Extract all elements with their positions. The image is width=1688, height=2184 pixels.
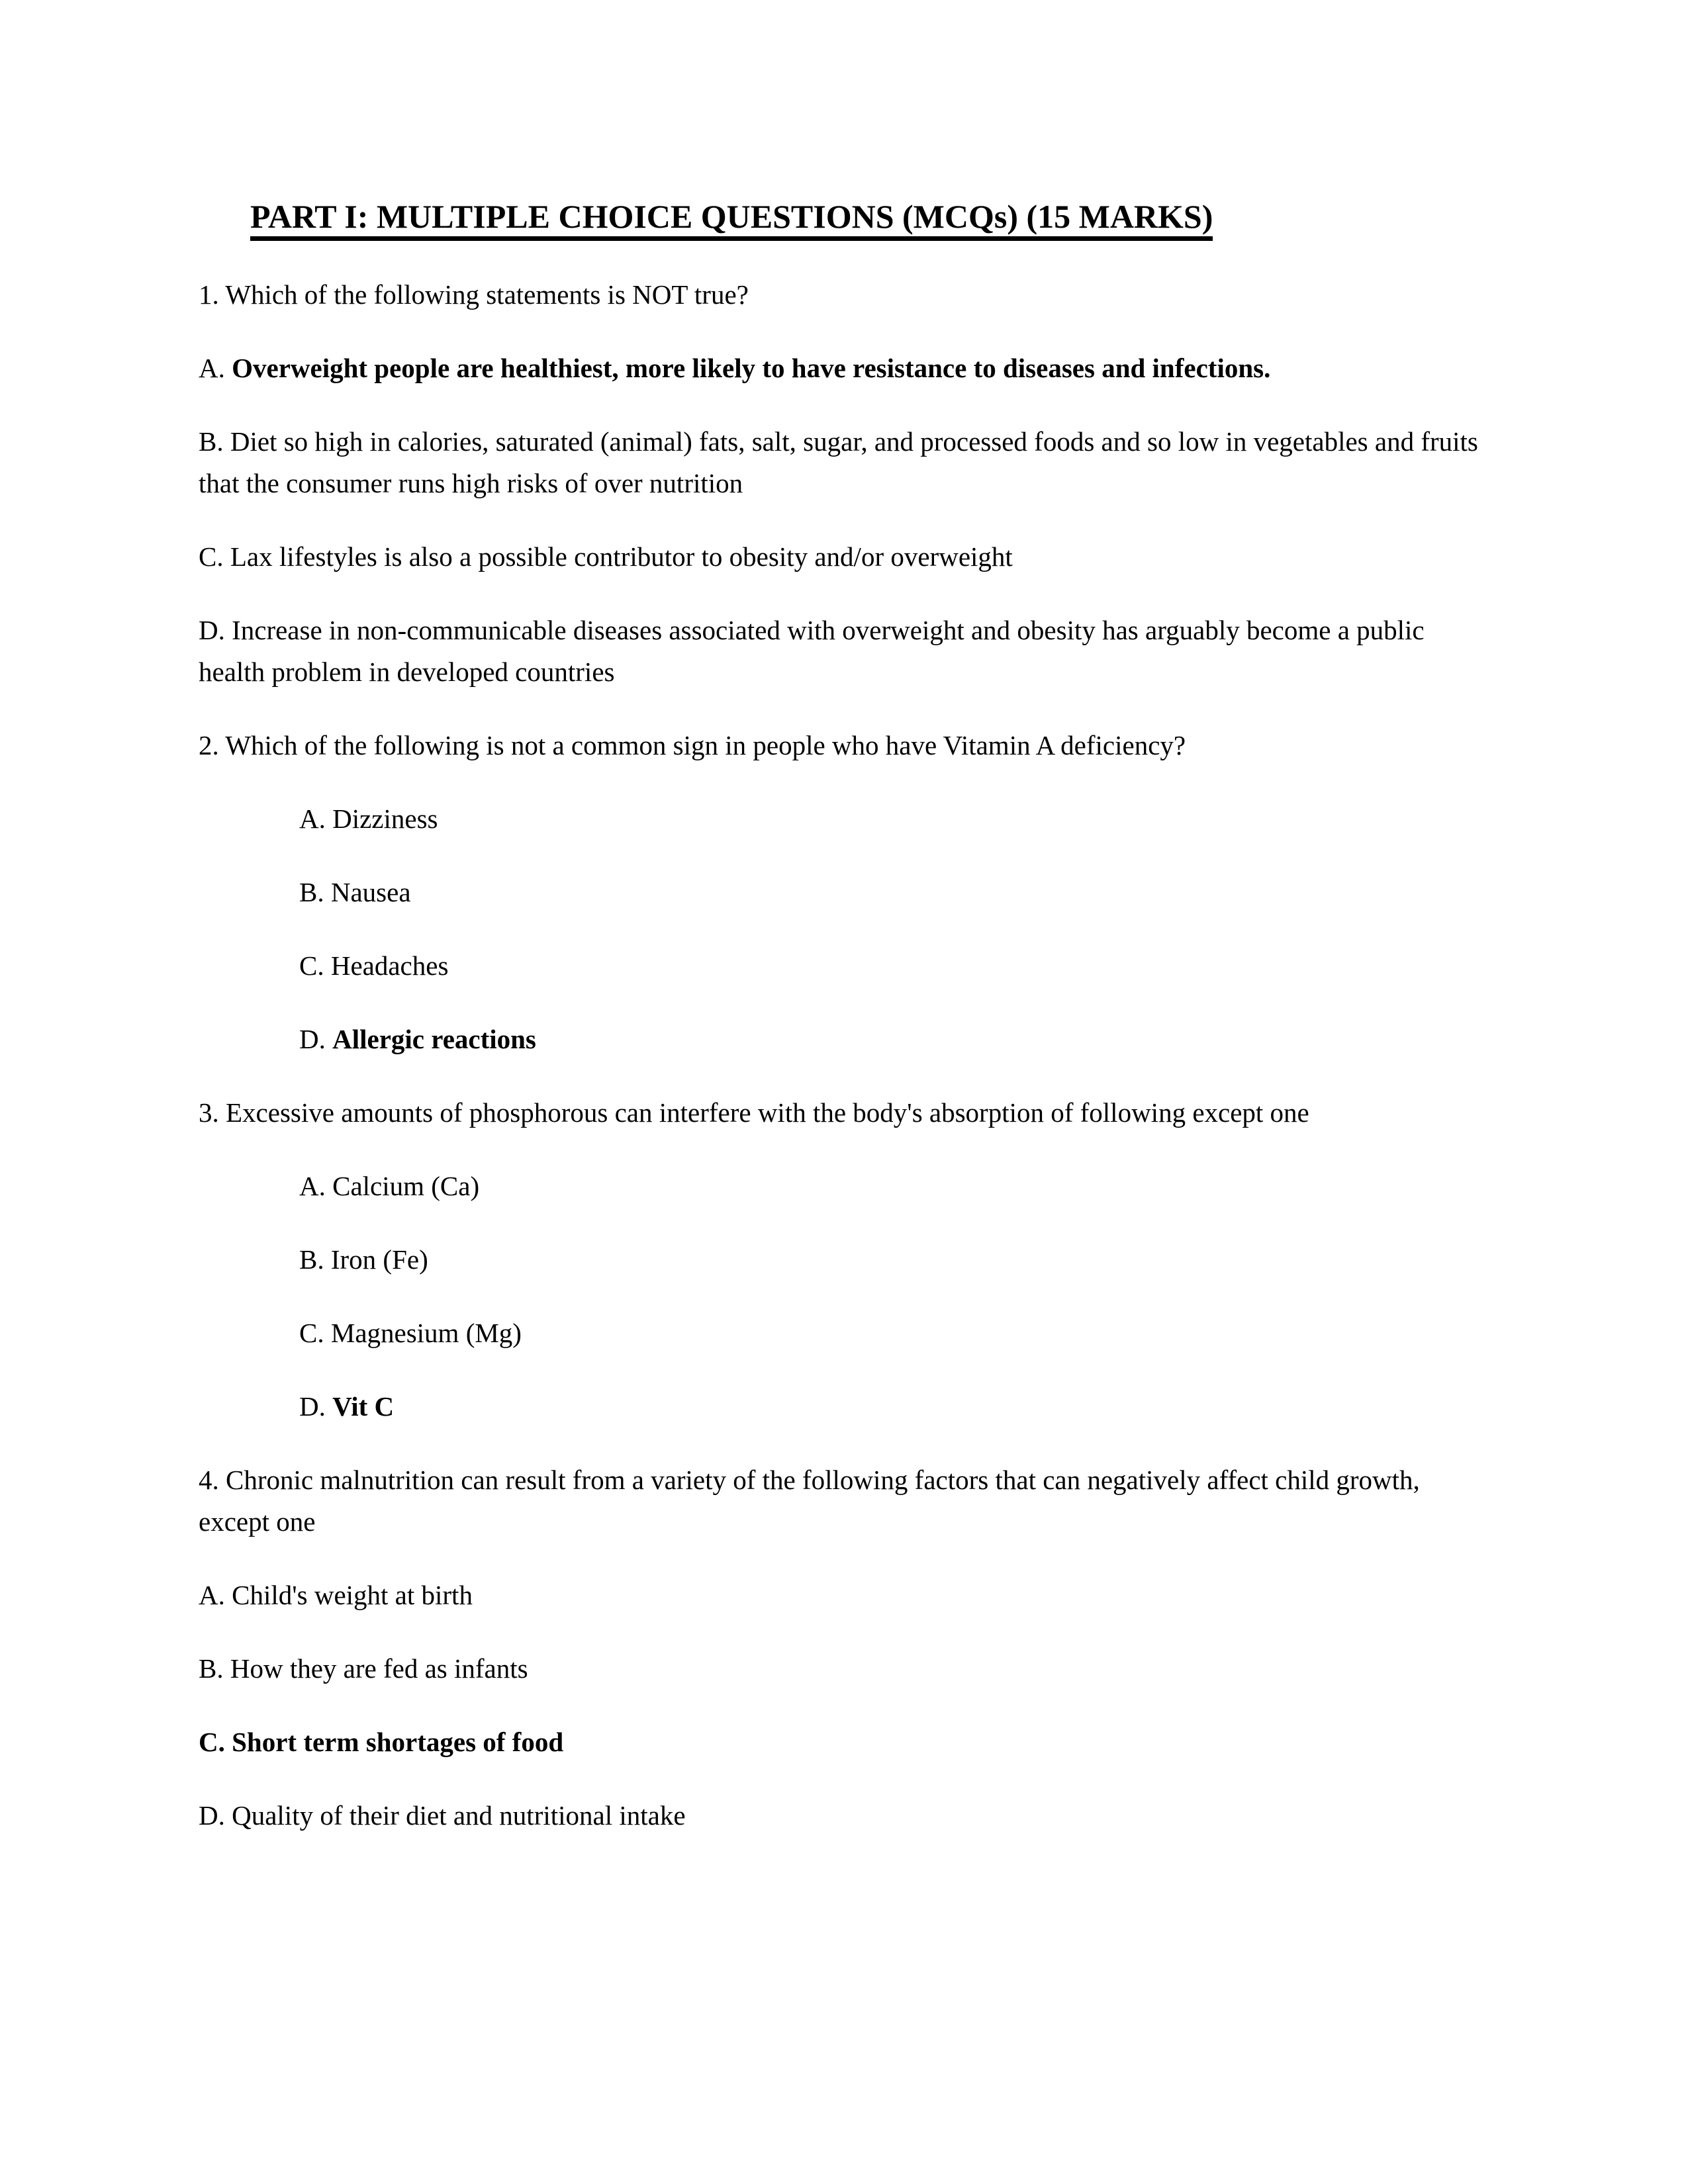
- option-1-b-label: B.: [199, 426, 224, 457]
- option-2-c-label: C.: [299, 950, 324, 981]
- option-4-a-text: Child's weight at birth: [232, 1580, 473, 1610]
- part-heading: [250, 196, 1491, 238]
- option-1-a: [199, 347, 1491, 389]
- question-4-text: Chronic malnutrition can result from a variety of the following factors that can negatively affect child growth, except one: [199, 1465, 1420, 1537]
- question-3-text: Excessive amounts of phosphorous can interfere with the body's absorption of following except one: [226, 1097, 1309, 1128]
- option-2-b: [299, 872, 1491, 913]
- question-2-text: Which of the following is not a common sign in people who have Vitamin A deficiency?: [225, 730, 1186, 760]
- question-3-number: 3.: [199, 1097, 219, 1128]
- option-4-c-text: Short term shortages of food: [232, 1727, 564, 1757]
- option-2-b-text: Nausea: [330, 877, 411, 907]
- question-2: [199, 725, 1491, 766]
- option-4-d-label: D.: [199, 1800, 225, 1831]
- option-4-d-text: Quality of their diet and nutritional intake: [232, 1800, 686, 1831]
- question-1-text: Which of the following statements is NOT true?: [225, 279, 749, 310]
- option-2-b-label: B.: [299, 877, 324, 907]
- option-1-a-text: Overweight people are healthiest, more likely to have resistance to diseases and infections.: [232, 353, 1271, 383]
- option-2-c: [299, 945, 1491, 987]
- option-3-a-label: A.: [299, 1171, 326, 1201]
- option-4-b-label: B.: [199, 1653, 224, 1684]
- question-3: [199, 1092, 1491, 1134]
- option-1-a-label: A.: [199, 353, 225, 383]
- option-3-d: [299, 1386, 1491, 1428]
- option-1-d: [199, 610, 1491, 693]
- option-1-c-text: Lax lifestyles is also a possible contributor to obesity and/or overweight: [230, 541, 1013, 572]
- option-3-c-label: C.: [299, 1318, 324, 1348]
- question-1-number: 1.: [199, 279, 219, 310]
- option-1-c-label: C.: [199, 541, 224, 572]
- option-4-c: [199, 1721, 1491, 1763]
- option-2-c-text: Headaches: [330, 950, 449, 981]
- option-2-d-text: Allergic reactions: [332, 1024, 536, 1054]
- option-1-d-label: D.: [199, 615, 225, 645]
- option-2-a-label: A.: [299, 803, 326, 834]
- option-3-a: [299, 1165, 1491, 1207]
- option-4-d: [199, 1795, 1491, 1837]
- option-1-d-text: Increase in non-communicable diseases associated with overweight and obesity has arguably become a public health problem in developed countries: [199, 615, 1425, 687]
- option-1-b: [199, 421, 1491, 504]
- option-3-b-label: B.: [299, 1244, 324, 1275]
- option-3-d-label: D.: [299, 1391, 326, 1422]
- option-3-c: [299, 1312, 1491, 1354]
- question-4: [199, 1459, 1491, 1543]
- option-1-c: [199, 536, 1491, 578]
- option-3-c-text: Magnesium (Mg): [330, 1318, 522, 1348]
- option-3-a-text: Calcium (Ca): [332, 1171, 480, 1201]
- option-2-d-label: D.: [299, 1024, 326, 1054]
- option-1-b-text: Diet so high in calories, saturated (animal) fats, salt, sugar, and processed foods and so low in vegetables and fruits that the consumer runs high risks of over nutrition: [199, 426, 1478, 498]
- option-4-a-label: A.: [199, 1580, 225, 1610]
- option-4-b: [199, 1648, 1491, 1690]
- question-2-number: 2.: [199, 730, 219, 760]
- option-3-b: [299, 1239, 1491, 1281]
- option-2-a-text: Dizziness: [332, 803, 438, 834]
- option-3-b-text: Iron (Fe): [330, 1244, 428, 1275]
- option-3-d-text: Vit C: [332, 1391, 395, 1422]
- option-4-b-text: How they are fed as infants: [230, 1653, 528, 1684]
- option-4-a: [199, 1574, 1491, 1616]
- option-2-d: [299, 1019, 1491, 1060]
- document-page: [199, 196, 1491, 1868]
- option-2-a: [299, 798, 1491, 840]
- option-4-c-label: C.: [199, 1727, 225, 1757]
- part-heading-text: PART I: MULTIPLE CHOICE QUESTIONS (MCQs) (15 MARKS): [250, 198, 1213, 241]
- question-4-number: 4.: [199, 1465, 219, 1495]
- question-1: [199, 274, 1491, 316]
